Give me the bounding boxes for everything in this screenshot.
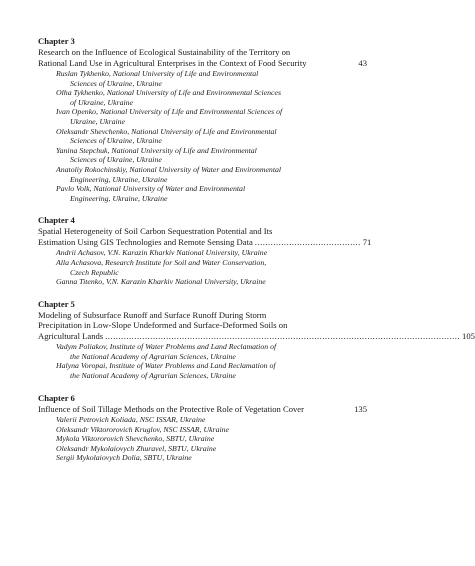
- chapter-title-text: Rational Land Use in Agricultural Enterprises in the Context of Food Security: [38, 57, 307, 68]
- author-entry: Halyna Voropai, Institute of Water Problems and Land Reclamation of the National Academy of Agrarian Sciences, Ukraine: [56, 361, 276, 380]
- chapter-title-text: Estimation Using GIS Technologies and Remote Sensing Data: [38, 236, 253, 247]
- page-number: 71: [362, 236, 372, 247]
- chapter-title-line: Research on the Influence of Ecological Sustainability of the Territory on: [38, 47, 291, 57]
- author-entry: Sergii Mykolaiovych Dolia, SBTU, Ukraine: [56, 453, 192, 463]
- chapter-number: Chapter 6: [38, 392, 75, 403]
- author-entry: Andrii Achasov, V.N. Karazin Kharkiv National University, Ukraine: [56, 248, 268, 258]
- author-entry: Olha Tykhenko, National University of Life and Environmental Sciences of Ukraine, Ukraine: [56, 88, 281, 107]
- chapter-4-entry: [38, 215, 372, 287]
- chapter-title-text: Influence of Soil Tillage Methods on the Protective Role of Vegetation Cover: [38, 403, 304, 414]
- page-number: 105: [462, 330, 475, 341]
- author-entry: Oleksandr Viktororovich Kruglov, NSC ISSAR, Ukraine: [56, 424, 230, 434]
- chapter-number: Chapter 3: [38, 36, 75, 46]
- author-entry: Pavlo Volk, National University of Water and Environmental Engineering, Ukraine, Ukraine: [56, 184, 246, 203]
- chapter-title-line: Precipitation in Low-Slope Undeformed and Surface-Deformed Soils on: [38, 320, 288, 331]
- chapter-title-text: Agricultural Lands: [38, 330, 104, 341]
- author-entry: Yanina Stepchuk, National University of Life and Environmental Sciences of Ukraine, Ukraine: [56, 145, 257, 165]
- chapter-6-entry: [38, 393, 367, 463]
- chapter-5-entry: [38, 298, 475, 381]
- author-entry: Alla Achasova, Research Institute for Soil and Water Conservation, Czech Republic: [56, 257, 267, 277]
- chapter-number: Chapter 4: [38, 215, 75, 226]
- chapter-title-last-line: [38, 404, 367, 415]
- author-list: [38, 69, 367, 203]
- chapter-title-line: Modeling of Subsurface Runoff and Surface Runoff During Storm: [38, 309, 267, 320]
- author-entry: Valerii Petrovich Koliada, NSC ISSAR, Ukraine: [56, 415, 206, 425]
- author-entry: Oleksandr Shevchenko, National University of Life and Environmental Sciences of Ukraine, Ukraine: [56, 126, 277, 146]
- page-number: 135: [354, 403, 367, 414]
- author-list: [38, 248, 367, 286]
- author-entry: Vadym Poliakov, Institute of Water Problems and Land Reclamation of the National Academy of Agrarian Sciences, Ukraine: [56, 342, 277, 361]
- chapter-title-last-line: [38, 330, 475, 342]
- author-entry: Ivan Openko, National University of Life and Environmental Sciences of Ukraine, Ukraine: [56, 107, 283, 126]
- author-entry: Mykola Viktororovich Shevchenko, SBTU, Ukraine: [56, 434, 215, 444]
- author-list: [38, 415, 367, 463]
- page-number: 43: [358, 57, 367, 68]
- author-entry: Oleksandr Mykolaiovych Zhuravel, SBTU, Ukraine: [56, 443, 217, 453]
- chapter-title-last-line: [38, 236, 372, 248]
- chapter-3-entry: [38, 36, 367, 203]
- author-entry: Ganna Titenko, V.N. Karazin Kharkiv National University, Ukraine: [56, 277, 266, 287]
- chapter-title-last-line: [38, 58, 367, 69]
- author-list: [38, 342, 367, 380]
- leader-dots: ........................................: [254, 236, 361, 247]
- leader-dots: ......................................................................................................................................: [105, 330, 461, 341]
- author-entry: Ruslan Tykhenko, National University of Life and Environmental Sciences of Ukraine, Ukraine: [56, 69, 259, 88]
- chapter-number: Chapter 5: [38, 298, 75, 309]
- chapter-title-line: Spatial Heterogeneity of Soil Carbon Sequestration Potential and Its: [38, 226, 273, 237]
- author-entry: Anatoliy Rokochinskiy, National University of Water and Environmental Engineering, Ukraine, Ukraine: [56, 164, 282, 184]
